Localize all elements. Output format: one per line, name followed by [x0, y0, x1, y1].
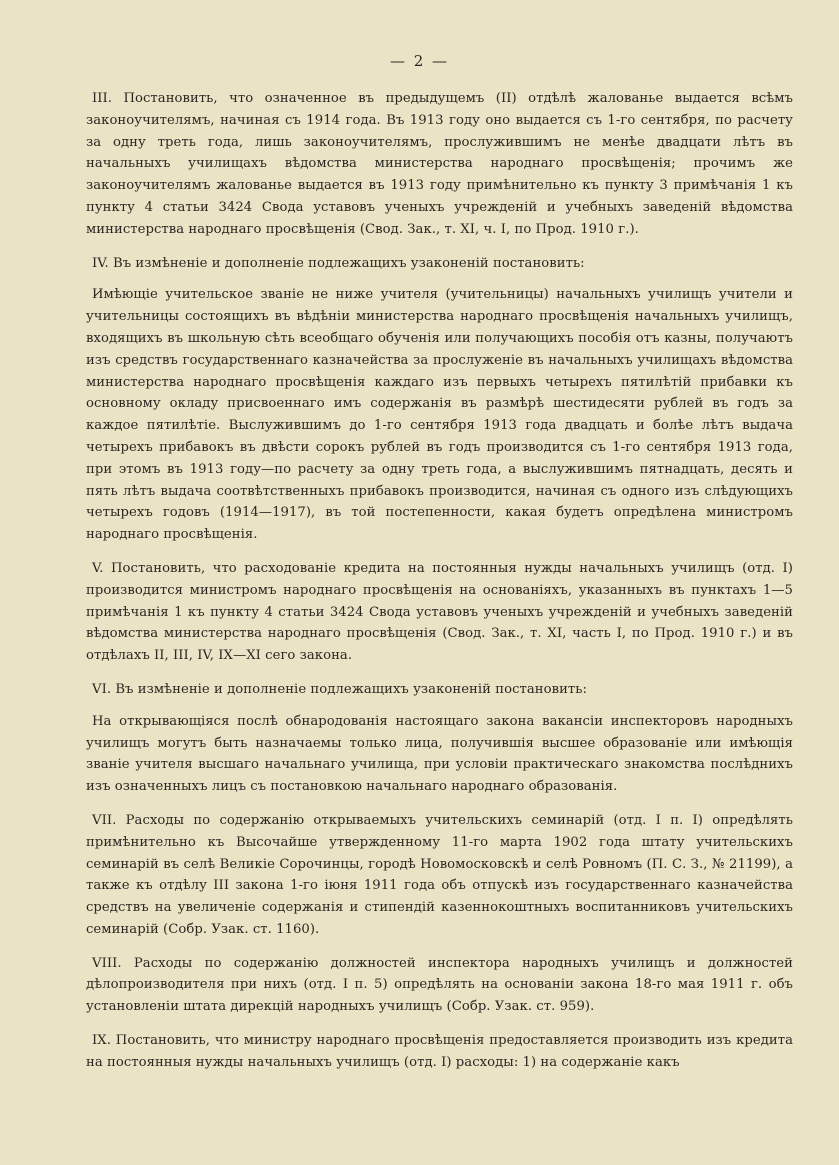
paragraph-iv-body: Имѣющіе учительское званіе не ниже учителя (учительницы) начальныхъ училищъ учители и учительницы состоящихъ въ вѣдѣніи министерства народнаго просвѣщенія начальныхъ училищъ, входящихъ въ школьную сѣть всеобщаго обученія или получающихъ пособія отъ казны, получаютъ изъ средствъ государственнаго казначейства за прослуженіе въ начальныхъ училищахъ вѣдомства министерства народнаго просвѣщенія каждаго изъ первыхъ четырехъ пятилѣтій прибавки къ основному окладу присвоеннаго имъ содержанія въ размѣрѣ шестидесяти рублей въ годъ за каждое пятилѣтіе. Выслужившимъ до 1-го сентября 1913 года двадцать и болѣе лѣтъ выдача четырехъ прибавокъ въ двѣсти сорокъ рублей въ годъ производится съ 1-го сентября 1913 года, при этомъ въ 1913 году—по расчету за одну треть года, а выслужившимъ пятнадцать, десять и пять лѣтъ выдача соотвѣтственныхъ прибавокъ производится, начиная съ одного изъ слѣдующихъ четырехъ годовъ (1914—1917), въ той постепенности, какая будетъ опредѣлена министромъ народнаго просвѣщенія. [86, 287, 793, 543]
paragraph-ix: IX. Постановить, что министру народнаго просвѣщенія предоставляется производить изъ кредита на постоянныя нужды начальныхъ училищъ (отд. I) расходы: 1) на содержаніе какъ [86, 1033, 793, 1070]
paragraph-iv-heading: IV. Въ измѣненіе и дополненіе подлежащихъ узаконеній постановить: [92, 255, 585, 271]
paragraph-v: V. Постановить, что расходованіе кредита на постоянныя нужды начальныхъ училищъ (отд. I) производится министромъ народнаго просвѣщенія на основаніяхъ, указанныхъ въ пунктахъ 1—5 примѣчанія 1 къ пункту 4 статьи 3424 Свода уставовъ ученыхъ учрежденій и учебныхъ заведеній вѣдомства министерства народнаго просвѣщенія (Свод. Зак., т. XI, часть I, по Прод. 1910 г.) и въ отдѣлахъ II, III, IV, IX—XI сего закона. [86, 560, 793, 664]
paragraph-vii: VII. Расходы по содержанію открываемыхъ учительскихъ семинарій (отд. I п. I) опредѣлять примѣнительно къ Высочайше утвержденному 11-го марта 1902 года штату учительскихъ семинарій въ селѣ Великіе Сорочинцы, городѣ Новомосковскѣ и селѣ Ровномъ (П. С. З., № 21199), а также къ отдѣлу III закона 1-го іюня 1911 года объ отпускѣ изъ государственнаго казначейства средствъ на увеличеніе содержанія и стипендій казеннокоштныхъ воспитанниковъ учительскихъ семинарій (Собр. Узак. ст. 1160). [86, 812, 793, 937]
paragraph-vi-body: На открывающіяся послѣ обнародованія настоящаго закона вакансіи инспекторовъ народныхъ училищъ могутъ быть назначаемы только лица, получившія высшее образованіе или имѣющія званіе учителя высшаго начальнаго училища, при условіи практическаго знакомства послѣднихъ изъ означенныхъ лицъ съ постановкою начальнаго народнаго образованія. [86, 713, 793, 795]
paragraph-vi-heading: VI. Въ измѣненіе и дополненіе подлежащихъ узаконеній постановить: [92, 681, 587, 697]
paragraph-iii: III. Постановить, что означенное въ предыдущемъ (II) отдѣлѣ жалованье выдается всѣмъ законоучителямъ, начиная съ 1914 года. Въ 1913 году оно выдается съ 1-го сентября, по расчету за одну треть года, лишь законоучителямъ, прослужившимъ не менѣе двадцати лѣтъ въ начальныхъ училищахъ вѣдомства министерства народнаго просвѣщенія; прочимъ же законоучителямъ жалованье выдается въ 1913 году примѣнительно къ пункту 3 примѣчанія 1 къ пункту 4 статьи 3424 Свода уставовъ ученыхъ учрежденій и учебныхъ заведеній вѣдомства министерства народнаго просвѣщенія (Свод. Зак., т. XI, ч. I, по Прод. 1910 г.). [86, 91, 793, 237]
page-number: — 2 — [389, 52, 450, 70]
paragraph-viii: VIII. Расходы по содержанію должностей инспектора народныхъ училищъ и должностей дѣлопроизводителя при нихъ (отд. I п. 5) опредѣлять на основаніи закона 18-го мая 1911 г. объ установленіи штата дирекцій народныхъ училищъ (Собр. Узак. ст. 959). [86, 955, 793, 1015]
